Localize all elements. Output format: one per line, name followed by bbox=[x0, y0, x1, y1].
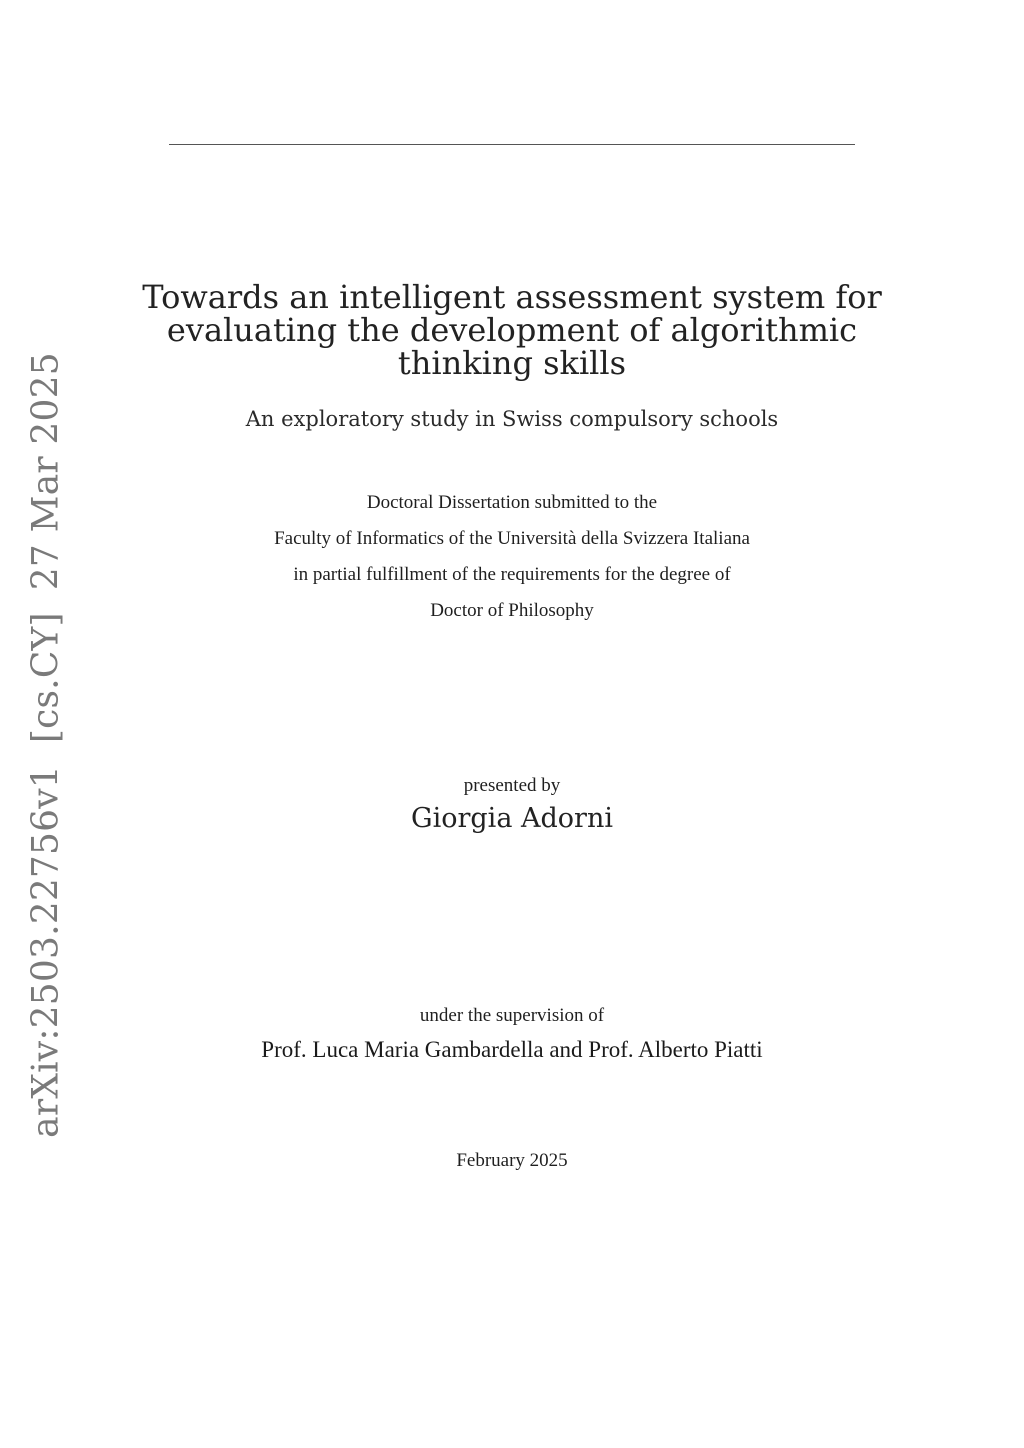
title-line: thinking skills bbox=[397, 344, 627, 382]
arxiv-category: [cs.CY] bbox=[25, 612, 67, 744]
submission-line: Doctor of Philosophy bbox=[430, 600, 594, 621]
top-rule bbox=[169, 144, 855, 145]
supervision-label: under the supervision of bbox=[419, 1005, 605, 1026]
supervisors: Prof. Luca Maria Gambardella and Prof. Alberto Piatti bbox=[261, 1037, 763, 1062]
submission-line: Faculty of Informatics of the Università della Svizzera Italiana bbox=[274, 528, 750, 549]
dissertation-title bbox=[0, 278, 1024, 382]
author-name: Giorgia Adorni bbox=[411, 803, 613, 834]
arxiv-date: 27 Mar 2025 bbox=[25, 352, 67, 591]
submission-date: February 2025 bbox=[456, 1150, 568, 1171]
submission-statement bbox=[0, 485, 1024, 629]
arxiv-id: arXiv:2503.22756v1 bbox=[25, 765, 67, 1138]
submission-line: in partial fulfillment of the requirements for the degree of bbox=[293, 564, 731, 585]
presented-by-label: presented by bbox=[463, 775, 561, 796]
submission-line: Doctoral Dissertation submitted to the bbox=[366, 492, 658, 513]
title-line: Towards an intelligent assessment system for bbox=[142, 278, 882, 316]
dissertation-subtitle: An exploratory study in Swiss compulsory schools bbox=[245, 407, 779, 431]
title-line: evaluating the development of algorithmic bbox=[166, 311, 858, 349]
